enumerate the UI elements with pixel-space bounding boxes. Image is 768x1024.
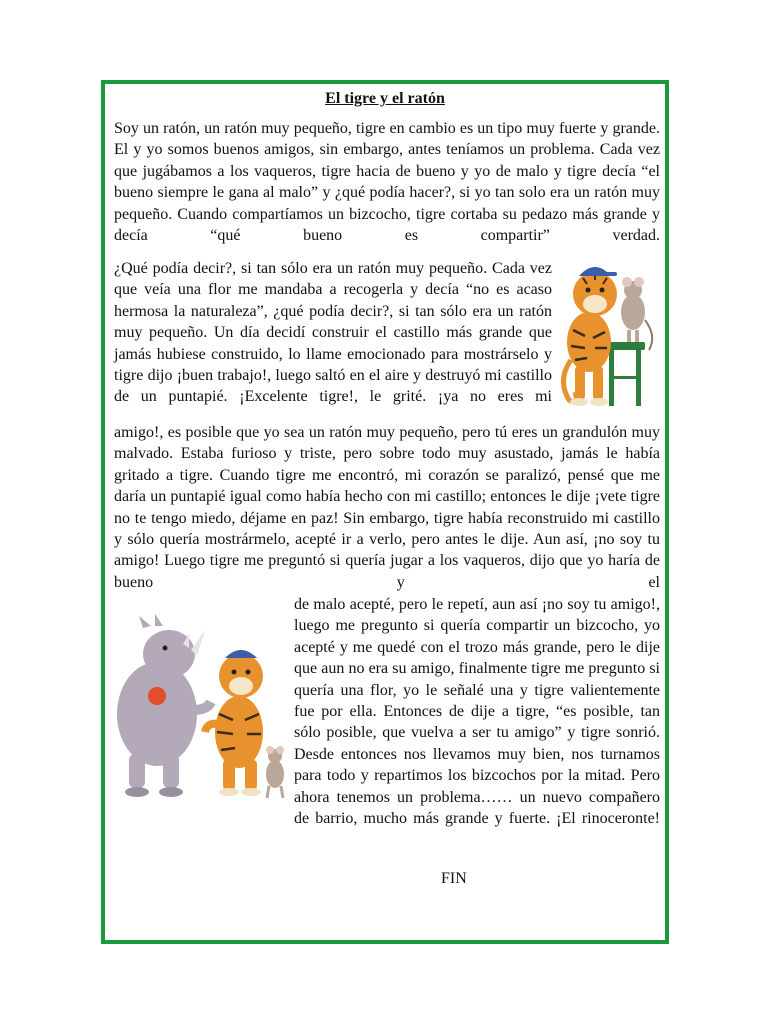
paragraph-4: de malo acepté, pero le repetí, aun así ¡no soy tu amigo!, luego me pregunto si quería compartir un bizcocho, yo acepté y me quedé con el trozo más grande, pero le dije que aun no era su amigo, finalmente tigre me pregunto si quería una flor, yo le señalé una y tigre valientemente fue por ella. Entonces de dije a tigre, “es posible, tan sólo posible, que vuelva a ser tu amigo” y tigre sonrió. Desde entonces nos llevamos muy bien, nos turnamos para todo y repartimos los bizcochos por la mitad. Pero ahora tenemos un problema…… un nuevo compañero de barrio, mucho más grande y fuerte. ¡El rinoceronte! (294, 596, 660, 828)
mouse-body (621, 294, 645, 330)
mouse-ear (622, 277, 632, 287)
tiger-body (567, 312, 611, 372)
rhino-tiger-mouse-illustration (107, 614, 295, 810)
mouse-ear (266, 746, 274, 754)
tiger-foot (590, 398, 608, 406)
rhino-horn (191, 630, 205, 656)
tiger-foot (241, 788, 261, 796)
rhino-leg (129, 754, 145, 788)
cap-brim (605, 272, 617, 276)
mouse-body (266, 760, 284, 788)
tiger-eye (600, 288, 605, 293)
paragraph-1: Soy un ratón, un ratón muy pequeño, tigre en cambio es un tipo muy fuerte y grande. El y yo somos buenos amigos, sin embargo, antes teníamos un problema. Cada vez que jugábamos a los vaqueros, tigre hacia de bueno y yo de malo y tigre decía “el bueno siempre le gana al malo” y ¿qué podía hacer?, si yo tan solo era un ratón muy pequeño. Cuando compartíamos un bizcocho, tigre cortaba su pedazo más grande y decía “qué bueno es compartir” verdad. (114, 120, 660, 245)
tiger-leg (245, 760, 257, 790)
tiger-foot (219, 788, 239, 796)
story-title: El tigre y el ratón (325, 90, 445, 107)
tiger-tail (563, 360, 576, 402)
rhino-leg (163, 754, 179, 788)
rhino-ears (139, 614, 163, 628)
tiger-leg (593, 366, 603, 400)
tiger-leg (575, 366, 585, 400)
rhino-badge (148, 687, 166, 705)
tiger-on-stool-illustration (549, 250, 659, 410)
rhino-body (117, 662, 197, 766)
rhino-eye (163, 646, 168, 651)
paragraph-3: amigo!, es posible que yo sea un ratón muy pequeño, pero tú eres un grandulón muy malvado. Estaba furioso y triste, pero sobre todo muy asustado, jamás le había gritado a tigre. Cuando tigre me encontró, mi corazón se paralizó, pensé que me daría un puntapié igual como había hecho con mi castillo; entonces le dije ¡vete tigre no te tengo miedo, déjame en paz! Sin embargo, tigre había reconstruido mi castillo y sólo quería mostrármelo, acepté ir a verlo, pero antes le dije. Aun así, ¡no soy tu amigo! Luego tigre me preguntó si quería jugar a los vaqueros, dijo que yo haría de bueno y el (114, 424, 660, 591)
rhino-foot (159, 787, 183, 797)
tiger-muzzle (229, 677, 253, 695)
ending-label: FIN (441, 870, 467, 887)
mouse-ear (276, 746, 284, 754)
mouse-legs (629, 330, 637, 342)
mouse-tail (645, 320, 652, 350)
tiger-leg (223, 760, 235, 790)
tiger-eye (232, 670, 237, 675)
page-border (101, 80, 669, 944)
cap-icon (225, 650, 257, 658)
rhino-foot (125, 787, 149, 797)
paragraph-2: ¿Qué podía decir?, si tan sólo era un ratón muy pequeño. Cada vez que veía una flor me mandaba a recogerla y decía “no es acaso hermosa la naturaleza”, ¿qué podía decir?, si tan sólo era un ratón muy pequeño. Un día decidí construir el castillo más grande que jamás hubiese construido, lo llame emocionado para mostrárselo y tigre dijo ¡buen trabajo!, luego saltó en el aire y destruyó mi castillo de un puntapié. ¡Excelente tigre!, le grité. ¡ya no eres mi (114, 260, 552, 406)
stool-seat (605, 342, 645, 350)
tiger-eye (246, 670, 251, 675)
tiger-foot (570, 398, 588, 406)
stool-rung (609, 376, 641, 379)
tiger-eye (586, 288, 591, 293)
mouse-ear (634, 277, 644, 287)
tiger-muzzle (583, 295, 607, 313)
